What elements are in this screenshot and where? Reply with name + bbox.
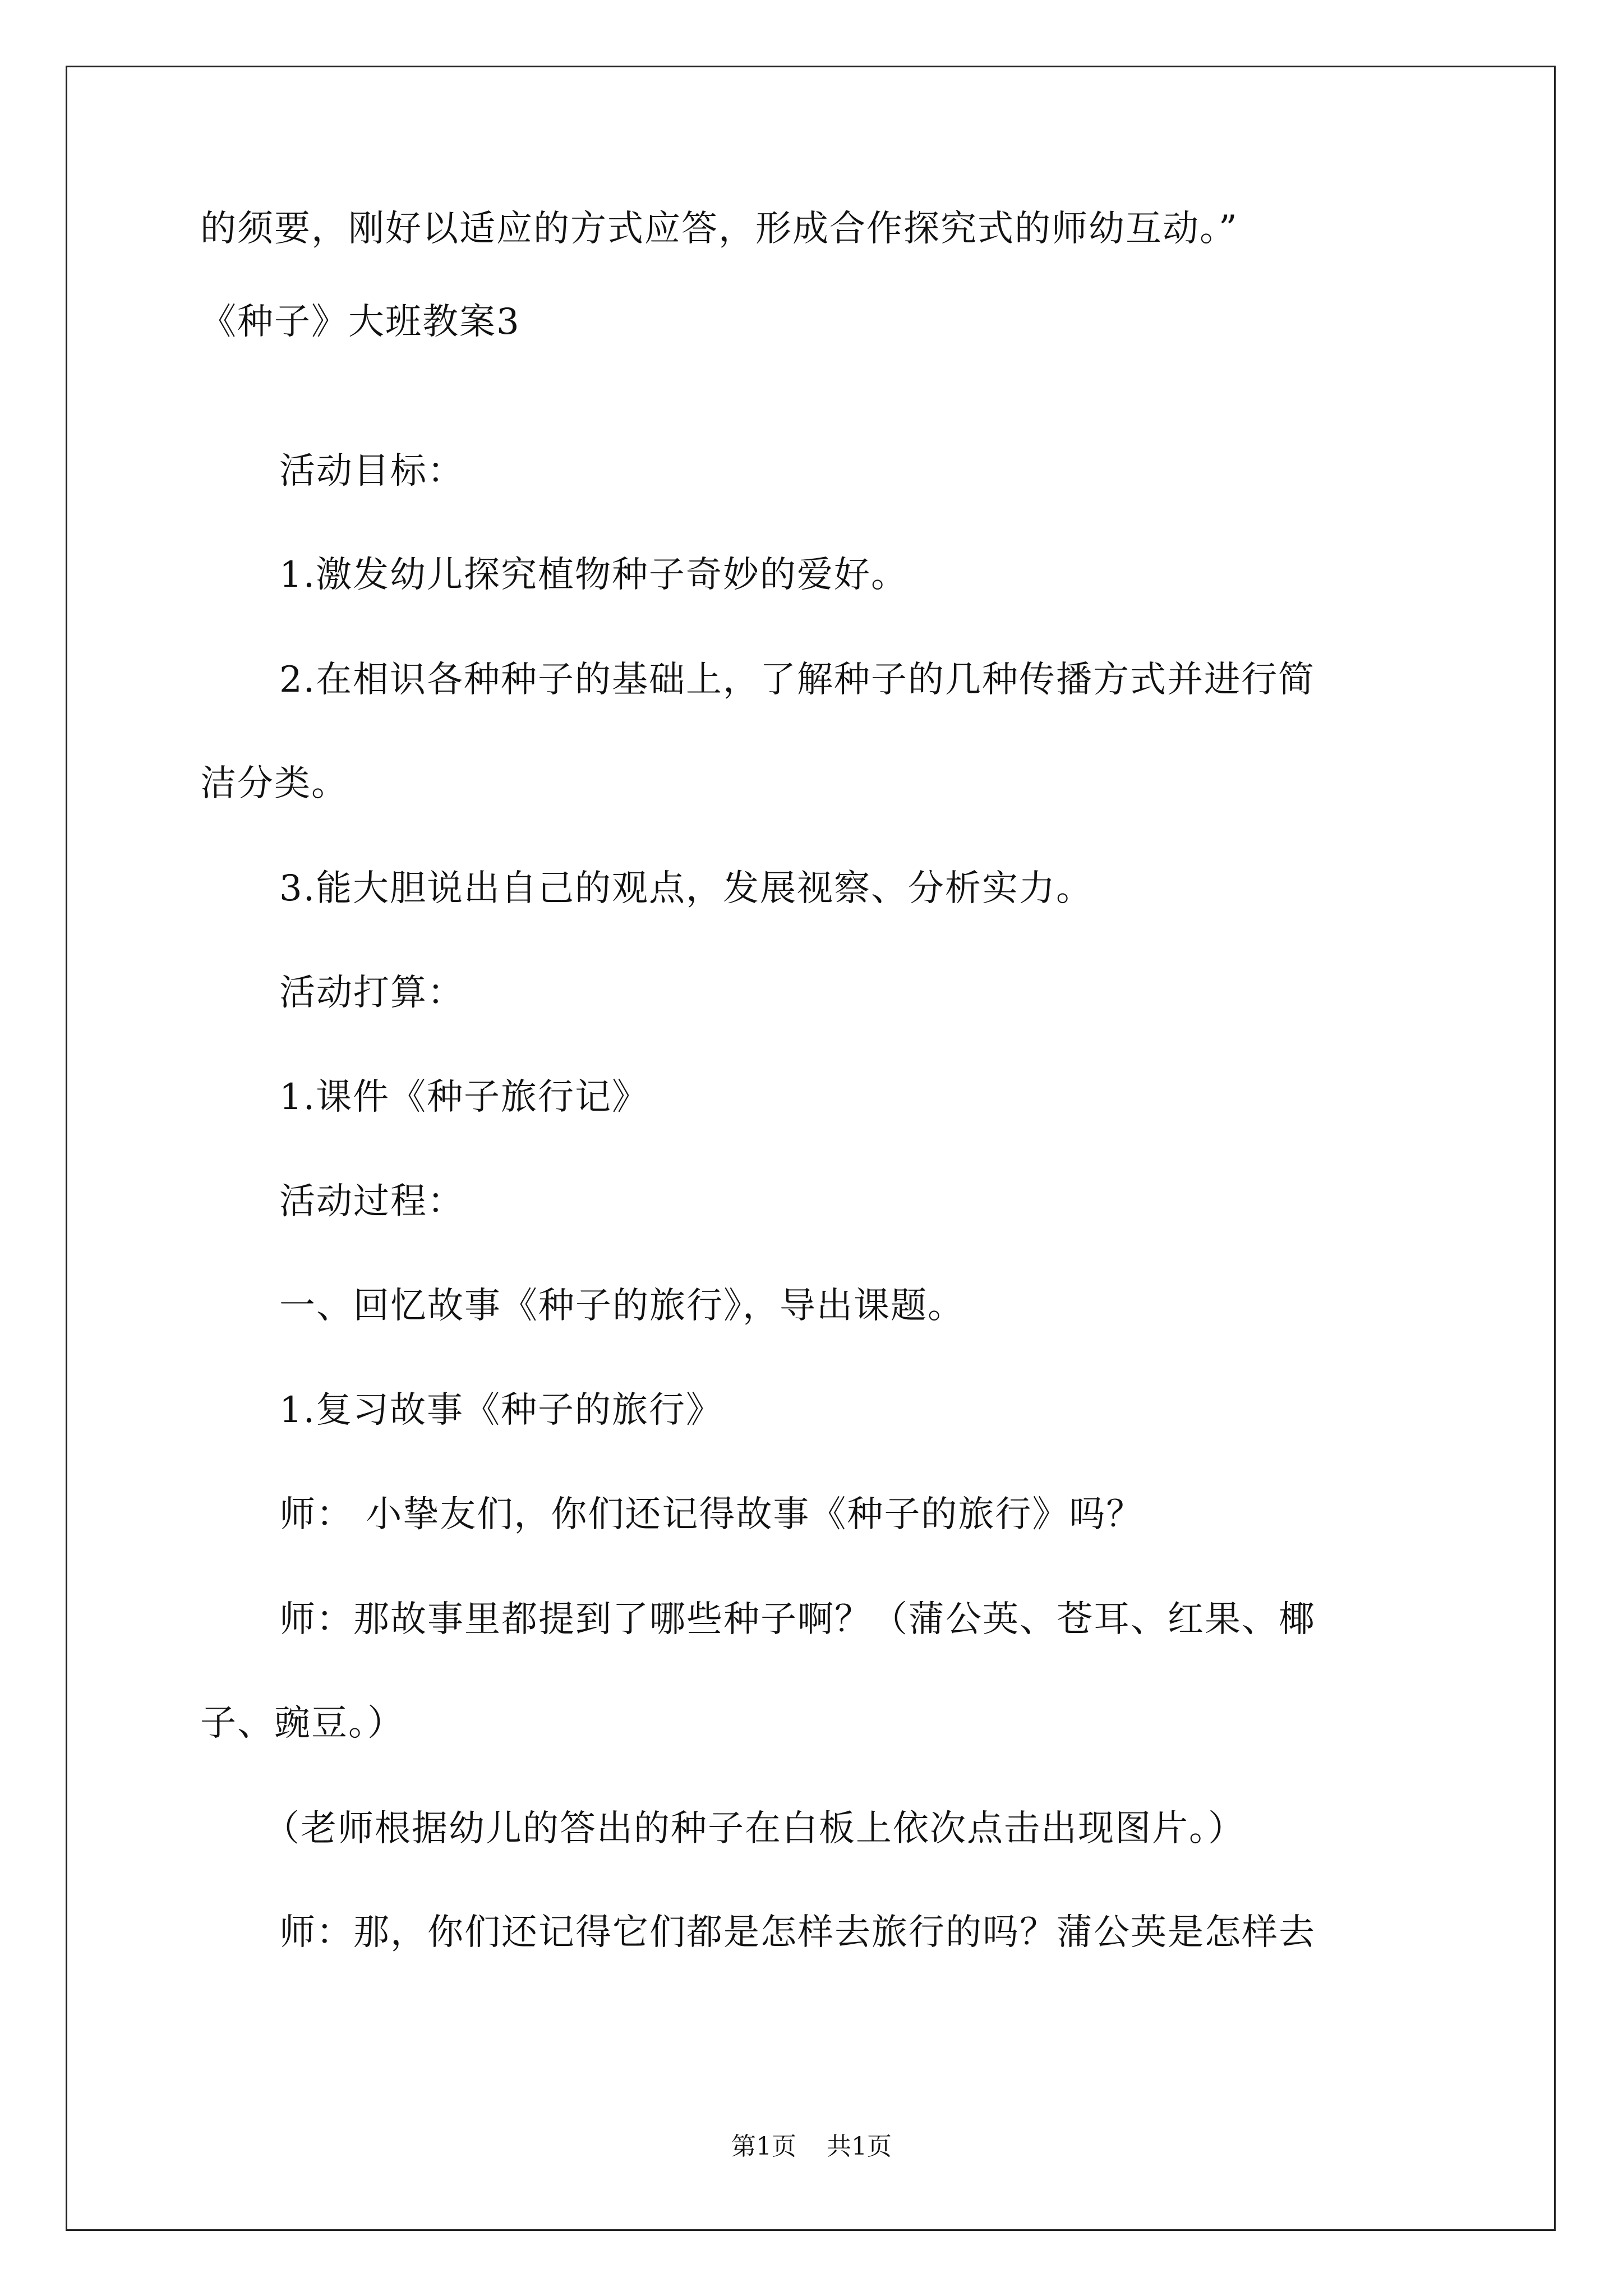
text-line-10: 活动过程： bbox=[279, 1181, 464, 1222]
text-line-4: 1.激发幼儿探究植物种子奇妙的爱好。 bbox=[279, 554, 909, 596]
text-line-8: 活动打算： bbox=[279, 972, 464, 1014]
page-border bbox=[66, 66, 1556, 2231]
text-line-12: 1.复习故事《种子的旅行》 bbox=[279, 1389, 723, 1431]
text-line-15: 子、豌豆。） bbox=[200, 1703, 404, 1744]
text-line-16: （老师根据幼儿的答出的种子在白板上依次点击出现图片。） bbox=[264, 1808, 1245, 1849]
section-heading: 《种子》大班教案3 bbox=[200, 301, 520, 343]
page-footer bbox=[0, 2134, 1623, 2159]
text-line-7: 3.能大胆说出自己的观点，发展视察、分析实力。 bbox=[279, 868, 1094, 909]
text-line-11: 一、回忆故事《种子的旅行》，导出课题。 bbox=[279, 1285, 965, 1327]
text-line-14: 师：那故事里都提到了哪些种子啊？（蒲公英、苍耳、红果、椰 bbox=[279, 1599, 1316, 1640]
text-line-3: 活动目标： bbox=[279, 450, 464, 492]
text-line-13: 师： 小挚友们，你们还记得故事《种子的旅行》吗？ bbox=[279, 1494, 1144, 1535]
text-line-17: 师：那，你们还记得它们都是怎样去旅行的吗？蒲公英是怎样去 bbox=[279, 1912, 1316, 1953]
text-line-6: 洁分类。 bbox=[200, 763, 348, 804]
text-line-9: 1.课件《种子旅行记》 bbox=[279, 1076, 649, 1118]
text-line-1: 的须要，刚好以适应的方式应答，形成合作探究式的师幼互动。” bbox=[200, 208, 1238, 250]
page-number: 第1页 bbox=[731, 2132, 796, 2161]
page-total: 共1页 bbox=[827, 2132, 892, 2161]
text-line-5: 2.在相识各种种子的基础上，了解种子的几种传播方式并进行简 bbox=[279, 659, 1316, 701]
